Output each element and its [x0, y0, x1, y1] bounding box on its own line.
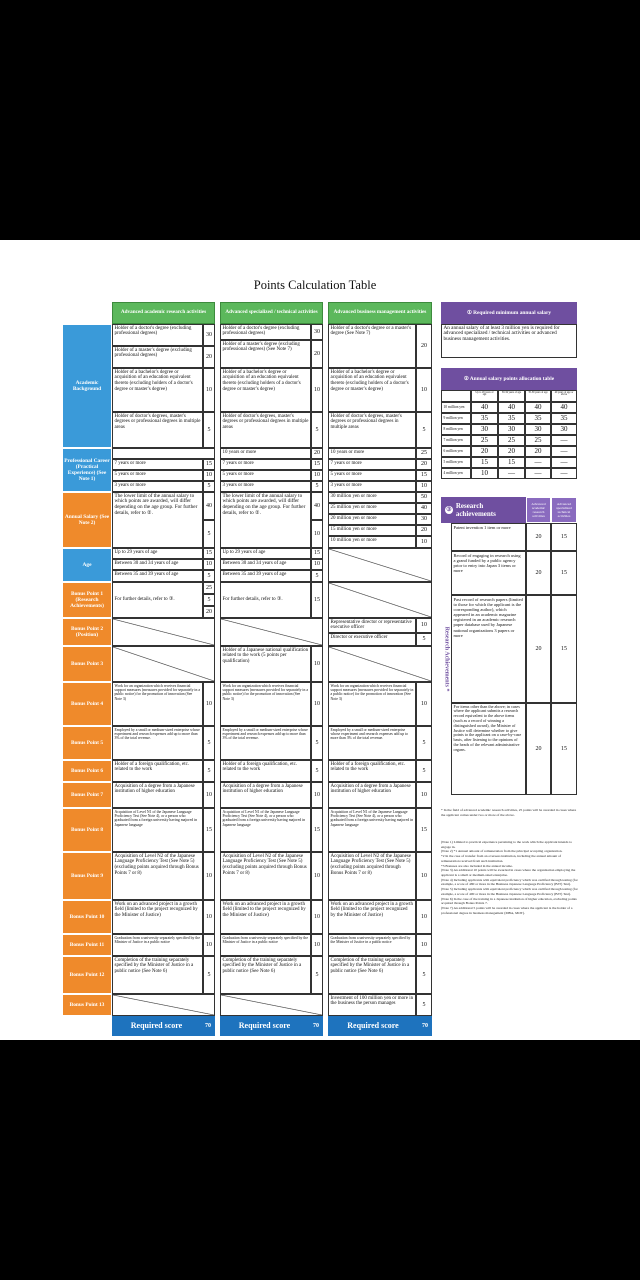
bonus11-col3-points: 10 [416, 934, 432, 956]
row-label-annual-salary: Annual Salary (See Note 2) [62, 492, 112, 548]
career-col1-item: 7 years or more [112, 459, 203, 470]
salary-col2-text: The lower limit of the annual salary to which points are awarded, will differ depending on the age group. For further details, refer to ②. [220, 492, 311, 548]
bonus9-col2-text: Acquisition of Level N2 of the Japanese Language Proficiency Test (See Note 5) (excluding points acquired through Bonus Points 7 or 8) [220, 852, 311, 900]
bonus13-col3-points: 5 [416, 994, 432, 1016]
age-col2-item: Between 30 and 34 years of age [220, 559, 311, 570]
salary-table-cell: 15 [498, 457, 525, 468]
career-col2-points: 20 [311, 448, 323, 459]
required-score-label-col3: Required score [328, 1016, 418, 1036]
academic-col2-master-points: 20 [311, 340, 323, 368]
salary-table-cell: 35 [525, 413, 551, 424]
bonus10-col3-points: 10 [416, 900, 432, 934]
bonus1-col1-points: 20 [203, 606, 215, 618]
bonus8-col3-points: 15 [416, 808, 432, 852]
salary-table-cell: — [498, 468, 525, 479]
academic-col3-bachelor-points: 10 [416, 368, 432, 412]
research-side-label: Research Achievements * [443, 626, 449, 692]
points-calculation-sheet [0, 240, 640, 1040]
research-col-header: Advanced specialized technical activities [551, 497, 577, 523]
note-item: (Note 6) In the case of the training in a Japanese institution of higher education, excluding points acquired through Bonus Points 7. [441, 896, 577, 906]
academic-col1-multiple-points: 5 [203, 412, 215, 448]
bonus7-col1-points: 10 [203, 782, 215, 808]
salary-col3-item: 20 million yen or more [328, 514, 416, 525]
salary-table-cell: 30 [525, 424, 551, 435]
row-label-bonus-8: Bonus Point 8 [62, 808, 112, 852]
bonus3-col2-points: 10 [311, 646, 323, 682]
salary-table-cell: — [525, 457, 551, 468]
academic-col3-bachelor: Holder of a bachelor's degree or acquisition of an education equivalent thereto (excluding holders of a doctor's degree or master's degree) [328, 368, 416, 412]
bonus8-col2-text: Acquisition of Level N1 of the Japanese Language Proficiency Test (See Note 4), or a person who graduated from a foreign university having majored in Japanese language [220, 808, 311, 852]
research-item-points: 20 [526, 703, 551, 795]
career-col3-item: 5 years or more [328, 470, 416, 481]
age-col1-points: 5 [203, 570, 215, 582]
bonus2-col3-item: Director or executive officer [328, 633, 416, 646]
bonus3-col3-not-applicable [328, 646, 432, 682]
salary-table-cell: — [551, 435, 577, 446]
age-col1-points: 10 [203, 559, 215, 570]
min-salary-title: ① Required minimum annual salary [441, 302, 577, 324]
bonus8-col2-points: 15 [311, 808, 323, 852]
academic-col3-doctor-master: Holder of a doctor's degree or a master's degree (See Note 7) [328, 324, 416, 368]
column-header-academic: Advanced academic research activities [112, 302, 215, 324]
bonus2-col2-not-applicable [220, 618, 323, 646]
academic-col1-multiple: Holder of doctor's degrees, master's degrees or professional degrees in multiple areas [112, 412, 203, 448]
bonus6-col2-text: Holder of a foreign qualification, etc. related to the work [220, 760, 311, 782]
salary-col3-points: 30 [416, 514, 432, 525]
bonus4-col3-text: Work for an organization which receives financial support measures (measures provided for separately in a public notice) for the promotion of innovation (See Note 3) [328, 682, 416, 726]
salary-table-row-label: 6 million yen [441, 446, 471, 457]
research-item-text: Past record of research papers (limited to those for which the applicant is the corresponding author), which appeared in an academic magazine registered in an academic research paper database used by Japanese national organizations 3 papers or more [451, 595, 526, 703]
bonus7-col2-points: 10 [311, 782, 323, 808]
salary-table-cell: 15 [471, 457, 498, 468]
row-label-age: Age [62, 548, 112, 582]
academic-col1-bachelor: Holder of a bachelor's degree or acquisition of an education equivalent thereto (excluding holders of a doctor's degree or master's degree) [112, 368, 203, 412]
note-item: (Note 3) An additional 10 points will be awarded in cases where the organization employing the applicant is a small or medium-sized enterprise. [441, 868, 576, 878]
bonus6-col2-points: 5 [311, 760, 323, 782]
required-score-label-col2: Required score [220, 1016, 309, 1036]
salary-table-cell: 20 [471, 446, 498, 457]
bonus8-col1-points: 15 [203, 808, 215, 852]
bonus12-col2-points: 5 [311, 956, 323, 994]
required-score-label-col1: Required score [112, 1016, 201, 1036]
salary-table-row-label: 8 million yen [441, 424, 471, 435]
bonus12-col3-text: Completion of the training separately specified by the Minister of Justice in a public notice (See Note 6) [328, 956, 416, 994]
salary-table-cell: — [551, 468, 577, 479]
bonus4-col2-points: 10 [311, 682, 323, 726]
age-col2-item: Up to 29 years of age [220, 548, 311, 559]
salary-col3-item: 25 million yen or more [328, 503, 416, 514]
salary-table-cell: 25 [498, 435, 525, 446]
page-title: Points Calculation Table [253, 278, 377, 292]
bonus9-col3-points: 10 [416, 852, 432, 900]
bonus5-col2-text: Employed by a small or medium-sized enterprise whose experiment and research expenses add up to more than 3% of the total revenue. [220, 726, 311, 760]
column-header-business: Advanced business management activities [328, 302, 432, 324]
salary-table-cell: 40 [471, 402, 498, 413]
salary-col1-min-points: 5 [203, 520, 215, 548]
bonus11-col1-points: 10 [203, 934, 215, 956]
bonus13-col3-text: Investment of 100 million yen or more in the business the person manages [328, 994, 416, 1016]
career-col1-points: 5 [203, 481, 215, 492]
bonus8-col3-text: Acquisition of Level N1 of the Japanese Language Proficiency Test (See Note 4), or a person who graduated from a foreign university having majored in Japanese language [328, 808, 416, 852]
salary-table-cell: 35 [471, 413, 498, 424]
salary-col3-points: 20 [416, 525, 432, 536]
research-item-points: 15 [551, 703, 577, 795]
research-item-points: 20 [526, 595, 551, 703]
salary-table-cell: 20 [498, 446, 525, 457]
row-label-bonus-12: Bonus Point 12 [62, 956, 112, 994]
academic-col2-doctor-points: 30 [311, 324, 323, 340]
academic-col2-bachelor: Holder of a bachelor's degree or acquisition of an education equivalent thereto (excluding holders of a doctor's degree or master's degree) [220, 368, 311, 412]
row-label-bonus-4: Bonus Point 4 [62, 682, 112, 726]
salary-table-cell: 35 [498, 413, 525, 424]
bonus1-col2-text: For further details, refer to ③. [220, 582, 311, 618]
min-salary-text: An annual salary of at least 3 million yen is required for advanced specialized / technical activities or advanced business management activities. [441, 324, 577, 358]
bonus6-col1-points: 5 [203, 760, 215, 782]
age-col1-item: Up to 29 years of age [112, 548, 203, 559]
age-col2-points: 15 [311, 548, 323, 559]
bonus2-col3-points: 10 [416, 618, 432, 633]
salary-table-corner [441, 390, 471, 402]
research-col-header: Advanced academic research activities [526, 497, 551, 523]
bonus9-col3-text: Acquisition of Level N2 of the Japanese Language Proficiency Test (See Note 5) (excluding points acquired through Bonus Points 7 or 8) [328, 852, 416, 900]
academic-col3-multiple: Holder of doctor's degrees, master's degrees or professional degrees in multiple areas [328, 412, 416, 448]
career-col2-points: 15 [311, 459, 323, 470]
salary-table-row-label: 9 million yen [441, 413, 471, 424]
bonus9-col1-points: 10 [203, 852, 215, 900]
age-col1-item: Between 35 and 39 years of age [112, 570, 203, 582]
bonus6-col3-points: 5 [416, 760, 432, 782]
salary-col3-points: 40 [416, 503, 432, 514]
salary-col3-points: 50 [416, 492, 432, 503]
bonus4-col1-text: Work for an organization which receives financial support measures (measures provided for separately in a public notice) for the promotion of innovation (See Note 3) [112, 682, 203, 726]
salary-table-cell: 10 [471, 468, 498, 479]
bonus5-col1-text: Employed by a small or medium-sized enterprise whose experiment and research expenses add up to more than 3% of the total revenue. [112, 726, 203, 760]
bonus10-col2-points: 10 [311, 900, 323, 934]
salary-table-title: ② Annual salary points allocation table [441, 368, 577, 390]
bonus5-col2-points: 5 [311, 726, 323, 760]
bonus1-col1-text: For further details, refer to ③. [112, 582, 203, 618]
bonus4-col3-points: 10 [416, 682, 432, 726]
row-label-bonus-13: Bonus Point 13 [62, 994, 112, 1016]
career-col3-item: 3 years or more [328, 481, 416, 492]
bonus4-col2-text: Work for an organization which receives financial support measures (measures provided for separately in a public notice) for the promotion of innovation (See Note 3) [220, 682, 311, 726]
bonus12-col3-points: 5 [416, 956, 432, 994]
bonus10-col2-text: Work on an advanced project in a growth field (limited to the project recognized by the Minister of Justice) [220, 900, 311, 934]
salary-table-cell: 40 [551, 402, 577, 413]
required-score-points-col1: 70 [201, 1016, 215, 1036]
research-title: Research achievements [455, 501, 496, 518]
age-col1-item: Between 30 and 34 years of age [112, 559, 203, 570]
note-item: (Note 7) An additional 5 points will be awarded in cases where the applicant is the holder of a professional degree in business management (MBA, MOT). [441, 906, 573, 915]
note-item: (Note 1) Limited to practical experience pertaining to the work which the applicant intends to engage in. [441, 840, 573, 849]
row-label-career: Professional Career (Practical Experience) (See Note 1) [62, 448, 112, 492]
age-col2-item: Between 35 and 39 years of age [220, 570, 311, 582]
academic-col1-doctor-points: 30 [203, 324, 215, 346]
note-item: (Note 4) Including applicants with equivalent proficiency which was certified through testing (for example, a score of 480 or more in the Business Japanese Language Proficiency (BJT) Test). [441, 877, 578, 887]
salary-table-header: Up to 29 years of age [471, 390, 498, 402]
bonus2-col3-item: Representative director or representative executive officer [328, 618, 416, 633]
salary-col3-item: 30 million yen or more [328, 492, 416, 503]
bonus11-col2-text: Graduation from a university separately specified by the Minister of Justice in a public notice [220, 934, 311, 956]
research-item-text: Record of engaging in research using a grand funded by a public agency prior to entry into Japan 3 items or more [451, 551, 526, 595]
career-col1-points: 15 [203, 459, 215, 470]
salary-table-cell: 35 [551, 413, 577, 424]
note-item: *2 In the case of transfer from an overseas institution, including the annual amount of remuneration received from such institution. [441, 854, 562, 863]
career-col3-points: 25 [416, 448, 432, 459]
bonus11-col2-points: 10 [311, 934, 323, 956]
career-col3-item: 10 years or more [328, 448, 416, 459]
salary-table-cell: 30 [551, 424, 577, 435]
bonus9-col1-text: Acquisition of Level N2 of the Japanese Language Proficiency Test (See Note 5) (excluding points acquired through Bonus Points 7 or 8) [112, 852, 203, 900]
bonus12-col1-points: 5 [203, 956, 215, 994]
research-title-box [441, 497, 526, 523]
bonus5-col3-text: Employed by a small or medium-sized enterprise whose experiment and research expenses add up to more than 3% of the total revenue. [328, 726, 416, 760]
salary-table-cell: 25 [471, 435, 498, 446]
age-col3-not-applicable [328, 548, 432, 582]
career-col1-empty [112, 448, 215, 459]
bonus7-col3-points: 10 [416, 782, 432, 808]
research-number-badge: ③ [446, 506, 452, 513]
bonus8-col1-text: Acquisition of Level N1 of the Japanese Language Proficiency Test (See Note 4), or a person who graduated from a foreign university having majored in Japanese language [112, 808, 203, 852]
academic-col1-doctor: Holder of a doctor's degree (excluding professional degrees) [112, 324, 203, 346]
row-label-bonus-9: Bonus Point 9 [62, 852, 112, 900]
salary-table-cell: 40 [525, 402, 551, 413]
bonus6-col1-text: Holder of a foreign qualification, etc. related to the work [112, 760, 203, 782]
research-footnote: * In the field of advanced academic research activities, 25 points will be awarded in cases where the applicant comes under two or more of the above. [441, 808, 577, 817]
salary-col3-item: 15 million yen or more [328, 525, 416, 536]
career-col2-item: 5 years or more [220, 470, 311, 481]
bonus10-col1-text: Work on an advanced project in a growth field (limited to the project recognized by the Minister of Justice) [112, 900, 203, 934]
salary-table-cell: — [551, 446, 577, 457]
note-item: *3 Bonuses are also included in the annual income. [441, 863, 513, 868]
note-item: (Note 2) *1 Annual amount of remuneration from the principal accepting organization. [441, 849, 563, 854]
bonus3-col2-text: Holder of a Japanese national qualification related to the work (5 points per qualification) [220, 646, 311, 682]
notes-section [441, 840, 578, 1020]
academic-col3-multiple-points: 5 [416, 412, 432, 448]
bonus4-col1-points: 10 [203, 682, 215, 726]
bonus12-col2-text: Completion of the training separately specified by the Minister of Justice in a public notice (See Note 6) [220, 956, 311, 994]
career-col2-item: 3 years or more [220, 481, 311, 492]
column-header-technical: Advanced specialized / technical activities [220, 302, 323, 324]
career-col2-item: 7 years or more [220, 459, 311, 470]
salary-col2-min-points: 10 [311, 520, 323, 548]
bonus7-col1-text: Acquisition of a degree from a Japanese institution of higher education [112, 782, 203, 808]
academic-col3-doctor-master-points: 20 [416, 324, 432, 368]
salary-table-row-label: 5 million yen [441, 457, 471, 468]
bonus7-col2-text: Acquisition of a degree from a Japanese institution of higher education [220, 782, 311, 808]
bonus1-col2-points: 15 [311, 582, 323, 618]
academic-col1-bachelor-points: 10 [203, 368, 215, 412]
bonus11-col3-text: Graduation from a university separately specified by the Minister of Justice in a public notice [328, 934, 416, 956]
career-col1-item: 3 years or more [112, 481, 203, 492]
salary-table-header: 35-39 years of age [525, 390, 551, 402]
salary-table-header: 40 years of age or above [551, 390, 577, 402]
salary-table-cell: 20 [525, 446, 551, 457]
research-item-points: 15 [551, 551, 577, 595]
salary-table-cell: 40 [498, 402, 525, 413]
age-col2-points: 10 [311, 559, 323, 570]
salary-col3-points: 10 [416, 536, 432, 548]
academic-col2-multiple: Holder of doctor's degrees, master's degrees or professional degrees in multiple areas [220, 412, 311, 448]
required-score-points-col2: 70 [309, 1016, 323, 1036]
academic-col2-master: Holder of a master's degree (excluding professional degrees) (See Note 7) [220, 340, 311, 368]
bonus5-col3-points: 5 [416, 726, 432, 760]
row-label-bonus-6: Bonus Point 6 [62, 760, 112, 782]
bonus5-col1-points: 5 [203, 726, 215, 760]
salary-table-cell: 30 [471, 424, 498, 435]
career-col3-item: 7 years or more [328, 459, 416, 470]
academic-col1-master-points: 20 [203, 346, 215, 368]
bonus10-col3-text: Work on an advanced project in a growth field (limited to the project recognized by the Minister of Justice) [328, 900, 416, 934]
research-item-points: 20 [526, 523, 551, 551]
bonus7-col3-text: Acquisition of a degree from a Japanese institution of higher education [328, 782, 416, 808]
row-label-bonus-5: Bonus Point 5 [62, 726, 112, 760]
career-col2-item: 10 years or more [220, 448, 311, 459]
row-label-bonus-2: Bonus Point 2 (Position) [62, 618, 112, 646]
research-item-points: 20 [526, 551, 551, 595]
salary-table-cell: — [525, 468, 551, 479]
research-item-text: For items other than the above; in cases where the applicant submits a research record equivalent to the above items (such as a record of winning a distinguished award), the Minister of Justice will determine whether to give points to the applicant on a case-by-case basis, after listening to the opinions of the heads of the relevant administrative organs. [451, 703, 526, 795]
row-label-bonus-11: Bonus Point 11 [62, 934, 112, 956]
bonus13-col2-not-applicable [220, 994, 323, 1016]
research-item-text: Patent invention 1 item or more [451, 523, 526, 551]
row-label-bonus-1: Bonus Point 1 (Research Achievements) [62, 582, 112, 618]
row-label-academic-background: Academic Background [62, 324, 112, 448]
salary-col2-max-points: 40 [311, 492, 323, 520]
salary-table-row-label: 7 million yen [441, 435, 471, 446]
note-item: (Note 5) Including applicants with equivalent proficiency which was certified through testing (for example, a score of 400 or more in the Business Japanese Language Proficiency (BJT) Test). [441, 887, 578, 896]
bonus9-col2-points: 10 [311, 852, 323, 900]
salary-table-row-label: 10 million yen [441, 402, 471, 413]
career-col1-item: 5 years or more [112, 470, 203, 481]
age-col2-points: 5 [311, 570, 323, 582]
bonus2-col1-not-applicable [112, 618, 215, 646]
bonus10-col1-points: 10 [203, 900, 215, 934]
bonus3-col1-not-applicable [112, 646, 215, 682]
career-col3-points: 10 [416, 481, 432, 492]
row-label-bonus-3: Bonus Point 3 [62, 646, 112, 682]
salary-table-cell: 30 [498, 424, 525, 435]
academic-col2-doctor: Holder of a doctor's degree (excluding professional degrees) [220, 324, 311, 340]
career-col2-points: 10 [311, 470, 323, 481]
academic-col1-master: Holder of a master's degree (excluding professional degrees) [112, 346, 203, 368]
row-label-bonus-10: Bonus Point 10 [62, 900, 112, 934]
bonus1-col1-points: 5 [203, 594, 215, 606]
academic-col2-multiple-points: 5 [311, 412, 323, 448]
career-col3-points: 15 [416, 470, 432, 481]
career-col1-points: 10 [203, 470, 215, 481]
salary-col3-item: 10 million yen or more [328, 536, 416, 548]
research-item-points: 15 [551, 523, 577, 551]
career-col2-points: 5 [311, 481, 323, 492]
bonus12-col1-text: Completion of the training separately specified by the Minister of Justice in a public notice (See Note 6) [112, 956, 203, 994]
row-label-bonus-7: Bonus Point 7 [62, 782, 112, 808]
bonus13-col1-not-applicable [112, 994, 215, 1016]
career-col3-points: 20 [416, 459, 432, 470]
research-item-points: 15 [551, 595, 577, 703]
salary-table-row-label: 4 million yen [441, 468, 471, 479]
bonus1-col1-points: 25 [203, 582, 215, 594]
bonus2-col3-points: 5 [416, 633, 432, 646]
bonus11-col1-text: Graduation from a university separately specified by the Minister of Justice in a public notice [112, 934, 203, 956]
age-col1-points: 15 [203, 548, 215, 559]
required-score-points-col3: 70 [418, 1016, 432, 1036]
salary-col1-text: The lower limit of the annual salary to which points are awarded, will differ depending on the age group. For further details, refer to ②. [112, 492, 203, 548]
salary-table-cell: — [551, 457, 577, 468]
academic-col2-bachelor-points: 10 [311, 368, 323, 412]
bonus6-col3-text: Holder of a foreign qualification, etc. related to the work [328, 760, 416, 782]
salary-table-cell: 25 [525, 435, 551, 446]
salary-col1-max-points: 40 [203, 492, 215, 520]
bonus1-col3-not-applicable [328, 582, 432, 618]
salary-table-header: 30-34 years of age [498, 390, 525, 402]
